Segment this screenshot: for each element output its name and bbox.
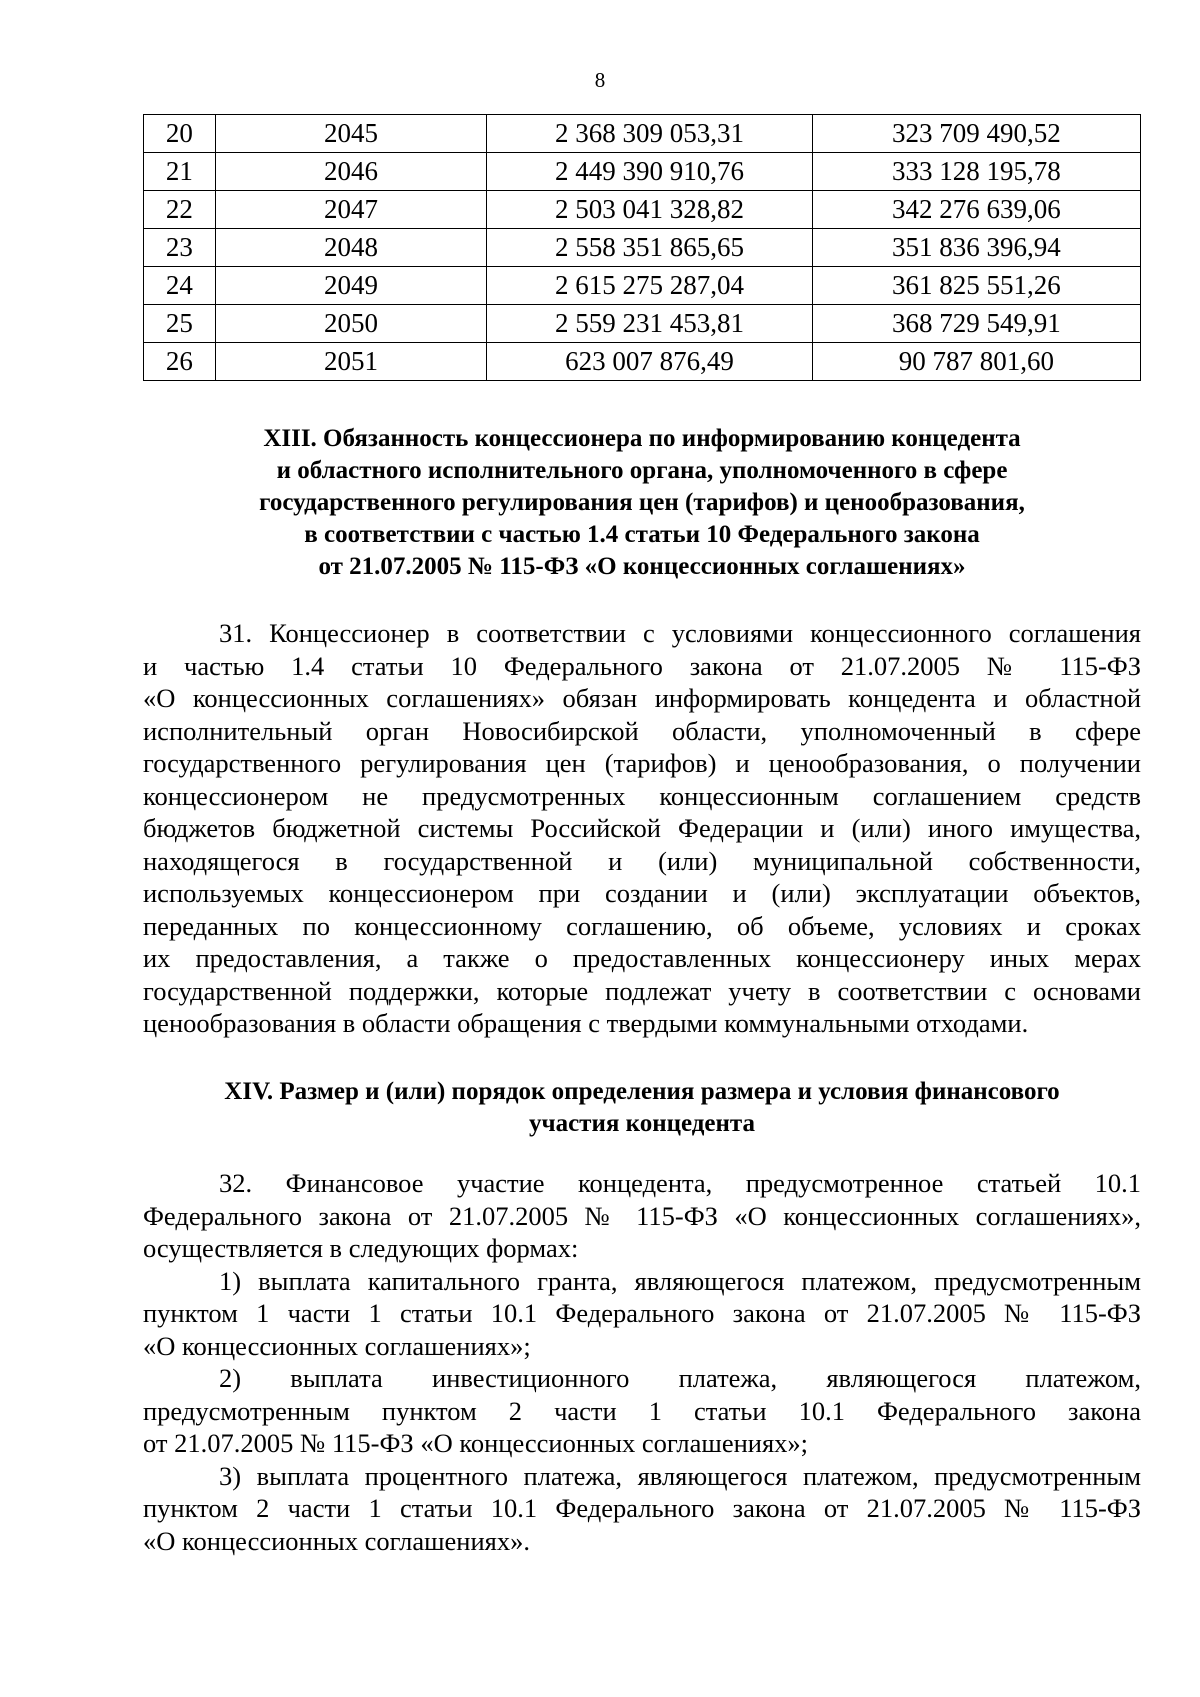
paragraph-32 xyxy=(143,1167,1141,1557)
heading-line: от 21.07.2005 № 115-ФЗ «О концессионных соглашениях» xyxy=(318,553,966,580)
table-cell-amount: 2 559 231 453,81 xyxy=(487,305,812,343)
paragraph-line: ценообразования в области обращения с твердыми коммунальными отходами. xyxy=(143,1008,1029,1038)
list-item-3-line: пунктом 2 части 1 статьи 10.1 Федерального закона от 21.07.2005 № 115-ФЗ xyxy=(143,1493,1141,1523)
payments-table xyxy=(143,114,1141,381)
paragraph-line: государственной поддержки, которые подлежат учету в соответствии с основами xyxy=(143,975,1141,1006)
table-cell-amount: 623 007 876,49 xyxy=(487,343,812,381)
table-cell-year: 2046 xyxy=(215,153,487,191)
table-cell-amount: 2 615 275 287,04 xyxy=(487,267,812,305)
paragraph-line: бюджетов бюджетной системы Российской Федерации и (или) иного имущества, xyxy=(143,813,1141,843)
table-cell-year: 2051 xyxy=(215,343,487,381)
section-14-heading xyxy=(143,1076,1141,1140)
page-number: 8 xyxy=(594,68,606,92)
list-item-2-line: предусмотренным пунктом 2 части 1 статьи 10.1 Федерального закона xyxy=(143,1395,1141,1426)
paragraph-line: исполнительный орган Новосибирской области, уполномоченный в сфере xyxy=(143,715,1141,746)
table-cell-amount: 351 836 396,94 xyxy=(812,229,1140,267)
list-item-1-line: 1) выплата капитального гранта, являющегося платежом, предусмотренным xyxy=(219,1265,1141,1296)
section-13-heading xyxy=(143,423,1141,583)
paragraph-line: находящегося в государственной и (или) муниципальной собственности, xyxy=(143,845,1141,876)
table-row xyxy=(144,191,1141,229)
table-cell-amount: 2 503 041 328,82 xyxy=(487,191,812,229)
table-cell-index: 24 xyxy=(144,267,216,305)
table-cell-index: 23 xyxy=(144,229,216,267)
list-item-3-line: «О концессионных соглашениях». xyxy=(143,1525,530,1556)
list-item-2-line: 2) выплата инвестиционного платежа, являющегося платежом, xyxy=(219,1363,1141,1393)
paragraph-line: концессионером не предусмотренных концессионным соглашением средств xyxy=(143,780,1141,811)
paragraph-line: 31. Концессионер в соответствии с условиями концессионного соглашения xyxy=(219,618,1141,648)
paragraph-line: Федерального закона от 21.07.2005 № 115-ФЗ «О концессионных соглашениях», xyxy=(143,1200,1141,1231)
table-cell-amount: 323 709 490,52 xyxy=(812,115,1140,153)
paragraph-line: и частью 1.4 статьи 10 Федерального закона от 21.07.2005 № 115-ФЗ xyxy=(143,650,1141,681)
table-cell-index: 21 xyxy=(144,153,216,191)
paragraph-line: «О концессионных соглашениях» обязан информировать концедента и областной xyxy=(143,683,1141,713)
paragraph-line: государственного регулирования цен (тарифов) и ценообразования, о получении xyxy=(143,748,1141,778)
list-item-3-line: 3) выплата процентного платежа, являющегося платежом, предусмотренным xyxy=(219,1460,1141,1491)
table-cell-index: 25 xyxy=(144,305,216,343)
table-cell-year: 2048 xyxy=(215,229,487,267)
list-item-2-line: от 21.07.2005 № 115-ФЗ «О концессионных соглашениях»; xyxy=(143,1428,808,1458)
heading-line: государственного регулирования цен (тарифов) и ценообразования, xyxy=(259,489,1025,516)
table-cell-index: 22 xyxy=(144,191,216,229)
table-cell-index: 26 xyxy=(144,343,216,381)
table-cell-year: 2049 xyxy=(215,267,487,305)
heading-line: XIV. Размер и (или) порядок определения размера и условия финансового xyxy=(224,1078,1060,1105)
list-item-1-line: «О концессионных соглашениях»; xyxy=(143,1330,531,1361)
table-row xyxy=(144,305,1141,343)
table-row xyxy=(144,267,1141,305)
heading-line: XIII. Обязанность концессионера по информированию концедента xyxy=(263,425,1021,452)
list-item-1-line: пунктом 1 части 1 статьи 10.1 Федерального закона от 21.07.2005 № 115-ФЗ xyxy=(143,1298,1141,1328)
table-cell-amount: 368 729 549,91 xyxy=(812,305,1140,343)
paragraph-31 xyxy=(143,617,1141,1040)
table-cell-amount: 2 449 390 910,76 xyxy=(487,153,812,191)
heading-line: и областного исполнительного органа, уполномоченного в сфере xyxy=(276,457,1008,484)
table-cell-amount: 2 368 309 053,31 xyxy=(487,115,812,153)
paragraph-line: их предоставления, а также о предоставленных концессионеру иных мерах xyxy=(143,943,1141,973)
table-cell-year: 2047 xyxy=(215,191,487,229)
heading-line: в соответствии с частью 1.4 статьи 10 Федерального закона xyxy=(304,521,980,548)
paragraph-line: переданных по концессионному соглашению, об объеме, условиях и сроках xyxy=(143,910,1141,941)
table-cell-index: 20 xyxy=(144,115,216,153)
table-row xyxy=(144,229,1141,267)
table-cell-amount: 2 558 351 865,65 xyxy=(487,229,812,267)
table-row xyxy=(144,153,1141,191)
table-cell-amount: 342 276 639,06 xyxy=(812,191,1140,229)
table-row xyxy=(144,115,1141,153)
paragraph-line: 32. Финансовое участие концедента, предусмотренное статьей 10.1 xyxy=(219,1168,1141,1198)
table-cell-amount: 361 825 551,26 xyxy=(812,267,1140,305)
table-cell-year: 2045 xyxy=(215,115,487,153)
heading-line: участия концедента xyxy=(528,1110,756,1137)
table-row xyxy=(144,343,1141,381)
table-cell-amount: 333 128 195,78 xyxy=(812,153,1140,191)
paragraph-line: осуществляется в следующих формах: xyxy=(143,1233,579,1263)
table-cell-amount: 90 787 801,60 xyxy=(812,343,1140,381)
paragraph-line: используемых концессионером при создании и (или) эксплуатации объектов, xyxy=(143,878,1141,908)
table-cell-year: 2050 xyxy=(215,305,487,343)
